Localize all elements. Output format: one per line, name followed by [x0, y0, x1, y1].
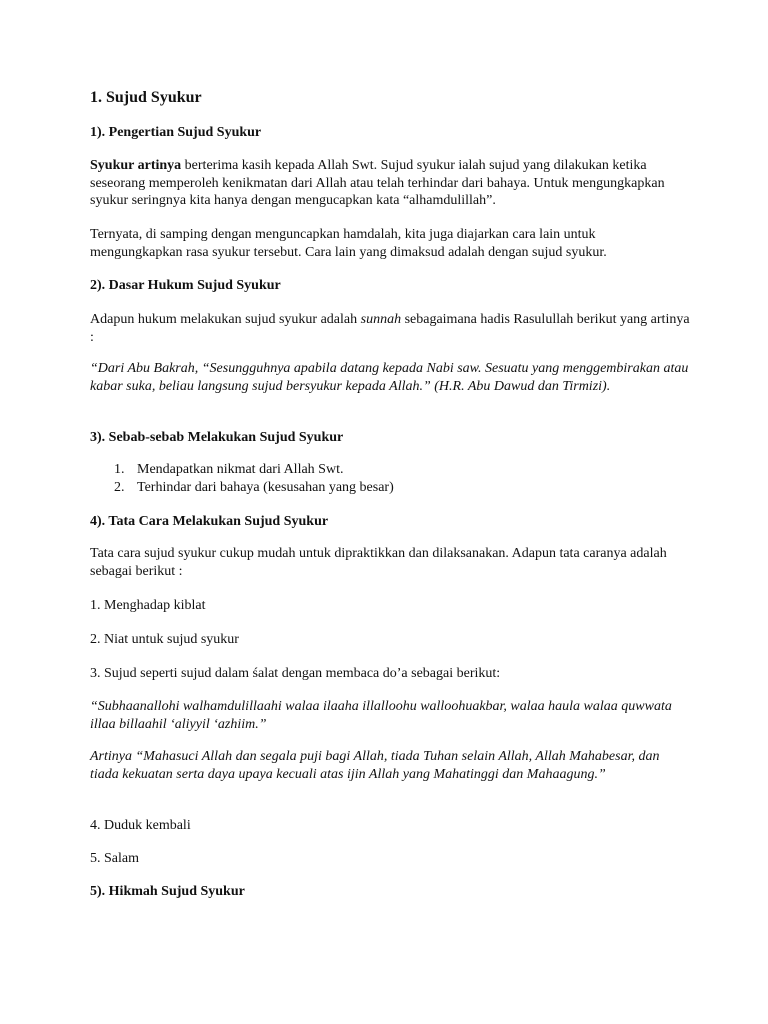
- step-1: 1. Menghadap kiblat: [90, 598, 206, 613]
- document-title: 1. Sujud Syukur: [90, 89, 202, 106]
- paragraph-text: berterima kasih kepada Allah Swt. Sujud syukur ialah sujud yang dilakukan ketika seseorang memperoleh kenikmatan dari Allah atau telah terhindar dari bahaya. Untuk mengungkapkan syukur seringnya kita hanya dengan mengucapkan kata “alhamdulillah”.: [90, 158, 665, 208]
- section-heading-tata-cara: 4). Tata Cara Melakukan Sujud Syukur: [90, 514, 329, 529]
- paragraph-text: Adapun hukum melakukan sujud syukur adalah: [90, 312, 361, 327]
- step-3: 3. Sujud seperti sujud dalam śalat dengan membaca do’a sebagai berikut:: [90, 666, 501, 681]
- list-text: Mendapatkan nikmat dari Allah Swt.: [137, 462, 344, 477]
- list-text: Terhindar dari bahaya (kesusahan yang besar): [137, 479, 394, 495]
- paragraph-intro: Tata cara sujud syukur cukup mudah untuk dipraktikkan dan dilaksanakan. Adapun tata caranya adalah sebagai berikut :: [90, 546, 667, 579]
- bold-term: Syukur artinya: [90, 158, 182, 173]
- doa-meaning: Artinya “Mahasuci Allah dan segala puji bagi Allah, tiada Tuhan selain Allah, Allah Mahabesar, dan tiada kekuatan serta daya upaya kecuali atas ijin Allah yang Mahatinggi dan Mahaagung.”: [90, 749, 660, 782]
- list-item: [90, 461, 690, 479]
- section-heading-hikmah: 5). Hikmah Sujud Syukur: [90, 884, 245, 899]
- section-heading-dasar-hukum: 2). Dasar Hukum Sujud Syukur: [90, 278, 281, 293]
- list-number: 1.: [114, 462, 125, 477]
- step-4: 4. Duduk kembali: [90, 818, 191, 833]
- list-number: 2.: [114, 479, 125, 495]
- italic-term: sunnah: [360, 312, 402, 327]
- hadith-quote: “Dari Abu Bakrah, “Sesungguhnya apabila datang kepada Nabi saw. Sesuatu yang menggembirakan atau kabar suka, beliau langsung sujud bersyukur kepada Allah.” (H.R. Abu Dawud dan Tirmizi).: [90, 361, 689, 394]
- paragraph-definition: [90, 157, 690, 210]
- causes-list: [90, 461, 690, 496]
- step-5: 5. Salam: [90, 851, 139, 866]
- paragraph-hukum: [90, 311, 690, 346]
- section-heading-pengertian: 1). Pengertian Sujud Syukur: [90, 125, 262, 140]
- section-heading-sebab: 3). Sebab-sebab Melakukan Sujud Syukur: [90, 430, 344, 445]
- doa-text: “Subhaanallohi walhamdulillaahi walaa ilaaha illalloohu walloohuakbar, walaa haula walaa quwwata illaa billaahil ‘aliyyil ‘azhiim.”: [90, 699, 672, 732]
- paragraph-alternative: Ternyata, di samping dengan menguncapkan hamdalah, kita juga diajarkan cara lain untuk mengungkapkan rasa syukur tersebut. Cara lain yang dimaksud adalah dengan sujud syukur.: [90, 227, 607, 260]
- step-2: 2. Niat untuk sujud syukur: [90, 632, 239, 647]
- list-item: [90, 479, 690, 497]
- paragraph-text: sebagaimana hadis Rasulullah berikut yang artinya :: [90, 312, 690, 345]
